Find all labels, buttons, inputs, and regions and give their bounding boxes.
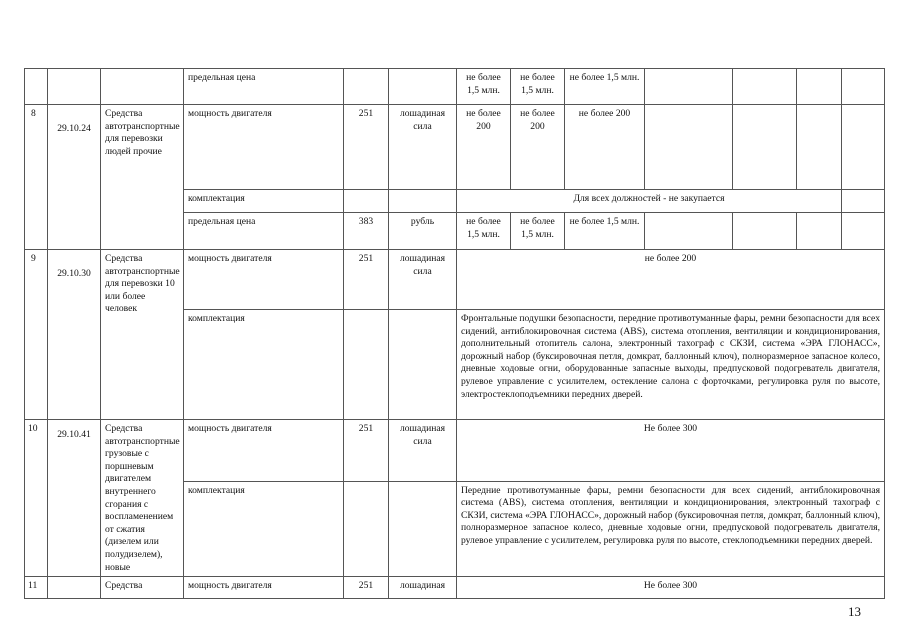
characteristic-label: мощность двигателя xyxy=(184,420,344,482)
okei-code: 251 xyxy=(344,577,389,599)
value-cell: не более 200 xyxy=(457,105,511,190)
characteristic-label: мощность двигателя xyxy=(184,577,344,599)
row-number: 8 xyxy=(25,105,48,250)
unit-name: лошадиная xyxy=(389,577,457,599)
table-row xyxy=(25,250,885,310)
item-name: Средства автотранспортные для перевозки 10 или более человек xyxy=(101,250,184,420)
value-cell: не более 200 xyxy=(457,250,885,310)
row-number: 9 xyxy=(25,250,48,420)
item-name: Средства автотранспортные для перевозки людей прочие xyxy=(101,105,184,250)
value-cell: не более 1,5 млн. xyxy=(511,69,565,105)
okei-code: 251 xyxy=(344,105,389,190)
okpd-code: 29.10.41 xyxy=(48,420,101,577)
value-cell: Не более 300 xyxy=(457,577,885,599)
okei-code: 251 xyxy=(344,420,389,482)
value-cell: Фронтальные подушки безопасности, передние противотуманные фары, ремни безопасности для всех сидений, антиблокировочная система (ABS), система отопления, вентиляции и кондиционирования, дополнительный отопитель салона, электронный тахограф с СКЗИ, система «ЭРА ГЛОНАСС», дорожный набор (буксировочная петля, домкрат, баллонный ключ), полноразмерное запасное колесо, дневные ходовые огни, оборудованные запасные выходы, предпусковой подогреватель двигателя, рулевое управление с усилителем, остекление салона с форточками, регулировка руля по высоте, электростеклоподъемники передних дверей. xyxy=(457,310,885,420)
value-cell: не более 200 xyxy=(565,105,645,190)
row-number: 10 xyxy=(25,420,48,577)
characteristic-label: мощность двигателя xyxy=(184,105,344,190)
characteristic-label: мощность двигателя xyxy=(184,250,344,310)
value-cell: не более 1,5 млн. xyxy=(511,213,565,250)
unit-name: лошадиная сила xyxy=(389,105,457,190)
characteristic-label: предельная цена xyxy=(184,213,344,250)
characteristic-label: предельная цена xyxy=(184,69,344,105)
table-row xyxy=(25,420,885,482)
row-number: 11 xyxy=(25,577,48,599)
characteristic-label: комплектация xyxy=(184,310,344,420)
unit-name: рубль xyxy=(389,213,457,250)
value-cell: не более 1,5 млн. xyxy=(565,213,645,250)
table-row xyxy=(25,105,885,190)
unit-name: лошадиная сила xyxy=(389,250,457,310)
value-cell: Для всех должностей - не закупается xyxy=(457,190,842,213)
value-cell: не более 200 xyxy=(511,105,565,190)
item-name: Средства автотранспортные грузовые с поршневым двигателем внутреннего сгорания с воспламенением от сжатия (дизелем или полудизелем), новые xyxy=(101,420,184,577)
characteristic-label: комплектация xyxy=(184,481,344,577)
okei-code: 251 xyxy=(344,250,389,310)
okei-code: 383 xyxy=(344,213,389,250)
item-name: Средства xyxy=(101,577,184,599)
table-row xyxy=(25,577,885,599)
characteristic-label: комплектация xyxy=(184,190,344,213)
unit-name: лошадиная сила xyxy=(389,420,457,482)
value-cell: Не более 300 xyxy=(457,420,885,482)
table-row xyxy=(25,69,885,105)
value-cell: Передние противотуманные фары, ремни безопасности для всех сидений, антиблокировочная система (ABS), система отопления, вентиляции и кондиционирования, электронный тахограф с СКЗИ, система «ЭРА ГЛОНАСС», дорожный набор (буксировочная петля, домкрат, баллонный ключ), полноразмерное запасное колесо, дневные ходовые огни, предпусковой подогреватель двигателя, рулевое управление с усилителем, регулировка руля по высоте, стеклоподъемники передних дверей. xyxy=(457,481,885,577)
page-number: 13 xyxy=(848,604,861,619)
okpd-code: 29.10.24 xyxy=(48,105,101,250)
requirements-table xyxy=(24,68,885,599)
value-cell: не более 1,5 млн. xyxy=(565,69,645,105)
value-cell: не более 1,5 млн. xyxy=(457,213,511,250)
value-cell: не более 1,5 млн. xyxy=(457,69,511,105)
okpd-code: 29.10.30 xyxy=(48,250,101,420)
